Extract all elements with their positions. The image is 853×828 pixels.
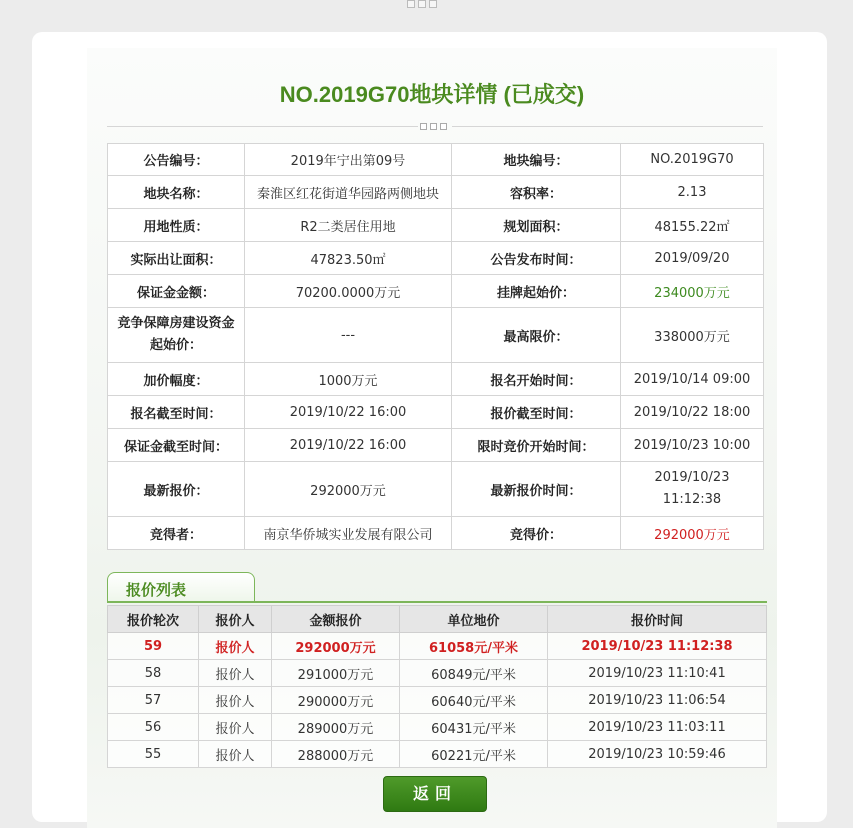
col-header-bidder: 报价人 [199, 606, 272, 633]
bid-round: 56 [108, 714, 199, 741]
bid-time: 2019/10/23 11:06:54 [548, 687, 767, 714]
detail-value: 234000万元 [621, 275, 764, 308]
detail-value: 2019/10/23 11:12:38 [621, 462, 764, 517]
detail-value: --- [245, 308, 452, 363]
detail-value: 338000万元 [621, 308, 764, 363]
bid-amount: 289000万元 [272, 714, 400, 741]
back-button[interactable]: 返回 [383, 776, 487, 812]
detail-value: 48155.22㎡ [621, 209, 764, 242]
detail-row [108, 144, 764, 176]
bid-amount: 292000万元 [272, 633, 400, 660]
detail-value: 南京华侨城实业发展有限公司 [245, 517, 452, 550]
ornament-dot [420, 123, 427, 130]
bid-row [108, 687, 767, 714]
bid-row [108, 741, 767, 768]
handle-dot [418, 0, 426, 8]
detail-value: 2019/10/23 10:00 [621, 429, 764, 462]
detail-label: 最新报价时间： [452, 462, 621, 517]
detail-value: 2019/10/22 16:00 [245, 396, 452, 429]
detail-label: 公告发布时间： [452, 242, 621, 275]
handle-dot [407, 0, 415, 8]
detail-label: 实际出让面积： [108, 242, 245, 275]
handle-dot [429, 0, 437, 8]
detail-label: 竞得价： [452, 517, 621, 550]
bid-unit-price: 60431元/平米 [400, 714, 548, 741]
bid-round: 59 [108, 633, 199, 660]
divider-ornament [418, 122, 452, 131]
detail-card [32, 32, 827, 822]
bid-bidder[interactable]: 报价人 [199, 660, 272, 687]
detail-row [108, 242, 764, 275]
land-detail-table [107, 143, 764, 550]
tab-underline [107, 601, 767, 603]
bid-unit-price: 60849元/平米 [400, 660, 548, 687]
detail-label: 报名开始时间： [452, 363, 621, 396]
detail-label: 加价幅度： [108, 363, 245, 396]
detail-label: 公告编号： [108, 144, 245, 176]
bid-header-row [108, 606, 767, 633]
col-header-round: 报价轮次 [108, 606, 199, 633]
page-title: NO.2019G70地块详情 (已成交) [279, 82, 585, 107]
bid-bidder[interactable]: 报价人 [199, 633, 272, 660]
detail-label: 竞得者： [108, 517, 245, 550]
detail-value: 2019/09/20 [621, 242, 764, 275]
ornament-dot [430, 123, 437, 130]
detail-label: 规划面积： [452, 209, 621, 242]
detail-value: R2二类居住用地 [245, 209, 452, 242]
bid-amount: 288000万元 [272, 741, 400, 768]
window-drag-handle[interactable] [407, 0, 437, 8]
detail-label: 限时竞价开始时间： [452, 429, 621, 462]
detail-label: 报名截至时间： [108, 396, 245, 429]
detail-label: 地块名称： [108, 176, 245, 209]
detail-label: 报价截至时间： [452, 396, 621, 429]
detail-label: 保证金截至时间： [108, 429, 245, 462]
bid-time: 2019/10/23 11:03:11 [548, 714, 767, 741]
bid-row [108, 660, 767, 687]
detail-label: 地块编号： [452, 144, 621, 176]
bid-bidder[interactable]: 报价人 [199, 687, 272, 714]
detail-label: 最新报价： [108, 462, 245, 517]
bid-unit-price: 61058元/平米 [400, 633, 548, 660]
detail-panel [87, 48, 777, 828]
detail-value: 70200.0000万元 [245, 275, 452, 308]
detail-value: 秦淮区红花街道华园路两侧地块 [245, 176, 452, 209]
col-header-amount: 金额报价 [272, 606, 400, 633]
bid-round: 58 [108, 660, 199, 687]
detail-row [108, 363, 764, 396]
bid-time: 2019/10/23 11:12:38 [548, 633, 767, 660]
detail-label: 用地性质： [108, 209, 245, 242]
bid-unit-price: 60640元/平米 [400, 687, 548, 714]
bid-row [108, 714, 767, 741]
detail-label: 保证金金额： [108, 275, 245, 308]
detail-value: 292000万元 [245, 462, 452, 517]
detail-label: 容积率： [452, 176, 621, 209]
detail-value: 1000万元 [245, 363, 452, 396]
bid-amount: 291000万元 [272, 660, 400, 687]
detail-row [108, 429, 764, 462]
detail-row [108, 176, 764, 209]
detail-row [108, 396, 764, 429]
detail-row [108, 209, 764, 242]
bid-unit-price: 60221元/平米 [400, 741, 548, 768]
bid-list-table [107, 605, 767, 768]
detail-row [108, 308, 764, 363]
detail-value: 2019年宁出第09号 [245, 144, 452, 176]
detail-value: 47823.50㎡ [245, 242, 452, 275]
detail-value: 2.13 [621, 176, 764, 209]
detail-value: 2019/10/22 18:00 [621, 396, 764, 429]
bid-time: 2019/10/23 10:59:46 [548, 741, 767, 768]
detail-row [108, 275, 764, 308]
bid-bidder[interactable]: 报价人 [199, 741, 272, 768]
bid-time: 2019/10/23 11:10:41 [548, 660, 767, 687]
col-header-unit-price: 单位地价 [400, 606, 548, 633]
detail-row [108, 462, 764, 517]
detail-value: 2019/10/22 16:00 [245, 429, 452, 462]
detail-label: 竞争保障房建设资金起始价： [108, 308, 245, 363]
ornament-dot [440, 123, 447, 130]
bid-bidder[interactable]: 报价人 [199, 714, 272, 741]
bid-amount: 290000万元 [272, 687, 400, 714]
bid-round: 57 [108, 687, 199, 714]
detail-value: NO.2019G70 [621, 144, 764, 176]
tab-bid-list[interactable]: 报价列表 [107, 572, 255, 602]
detail-label: 最高限价： [452, 308, 621, 363]
col-header-time: 报价时间 [548, 606, 767, 633]
detail-label: 挂牌起始价： [452, 275, 621, 308]
detail-value: 2019/10/14 09:00 [621, 363, 764, 396]
bid-round: 55 [108, 741, 199, 768]
bid-row [108, 633, 767, 660]
detail-value: 292000万元 [621, 517, 764, 550]
detail-row [108, 517, 764, 550]
